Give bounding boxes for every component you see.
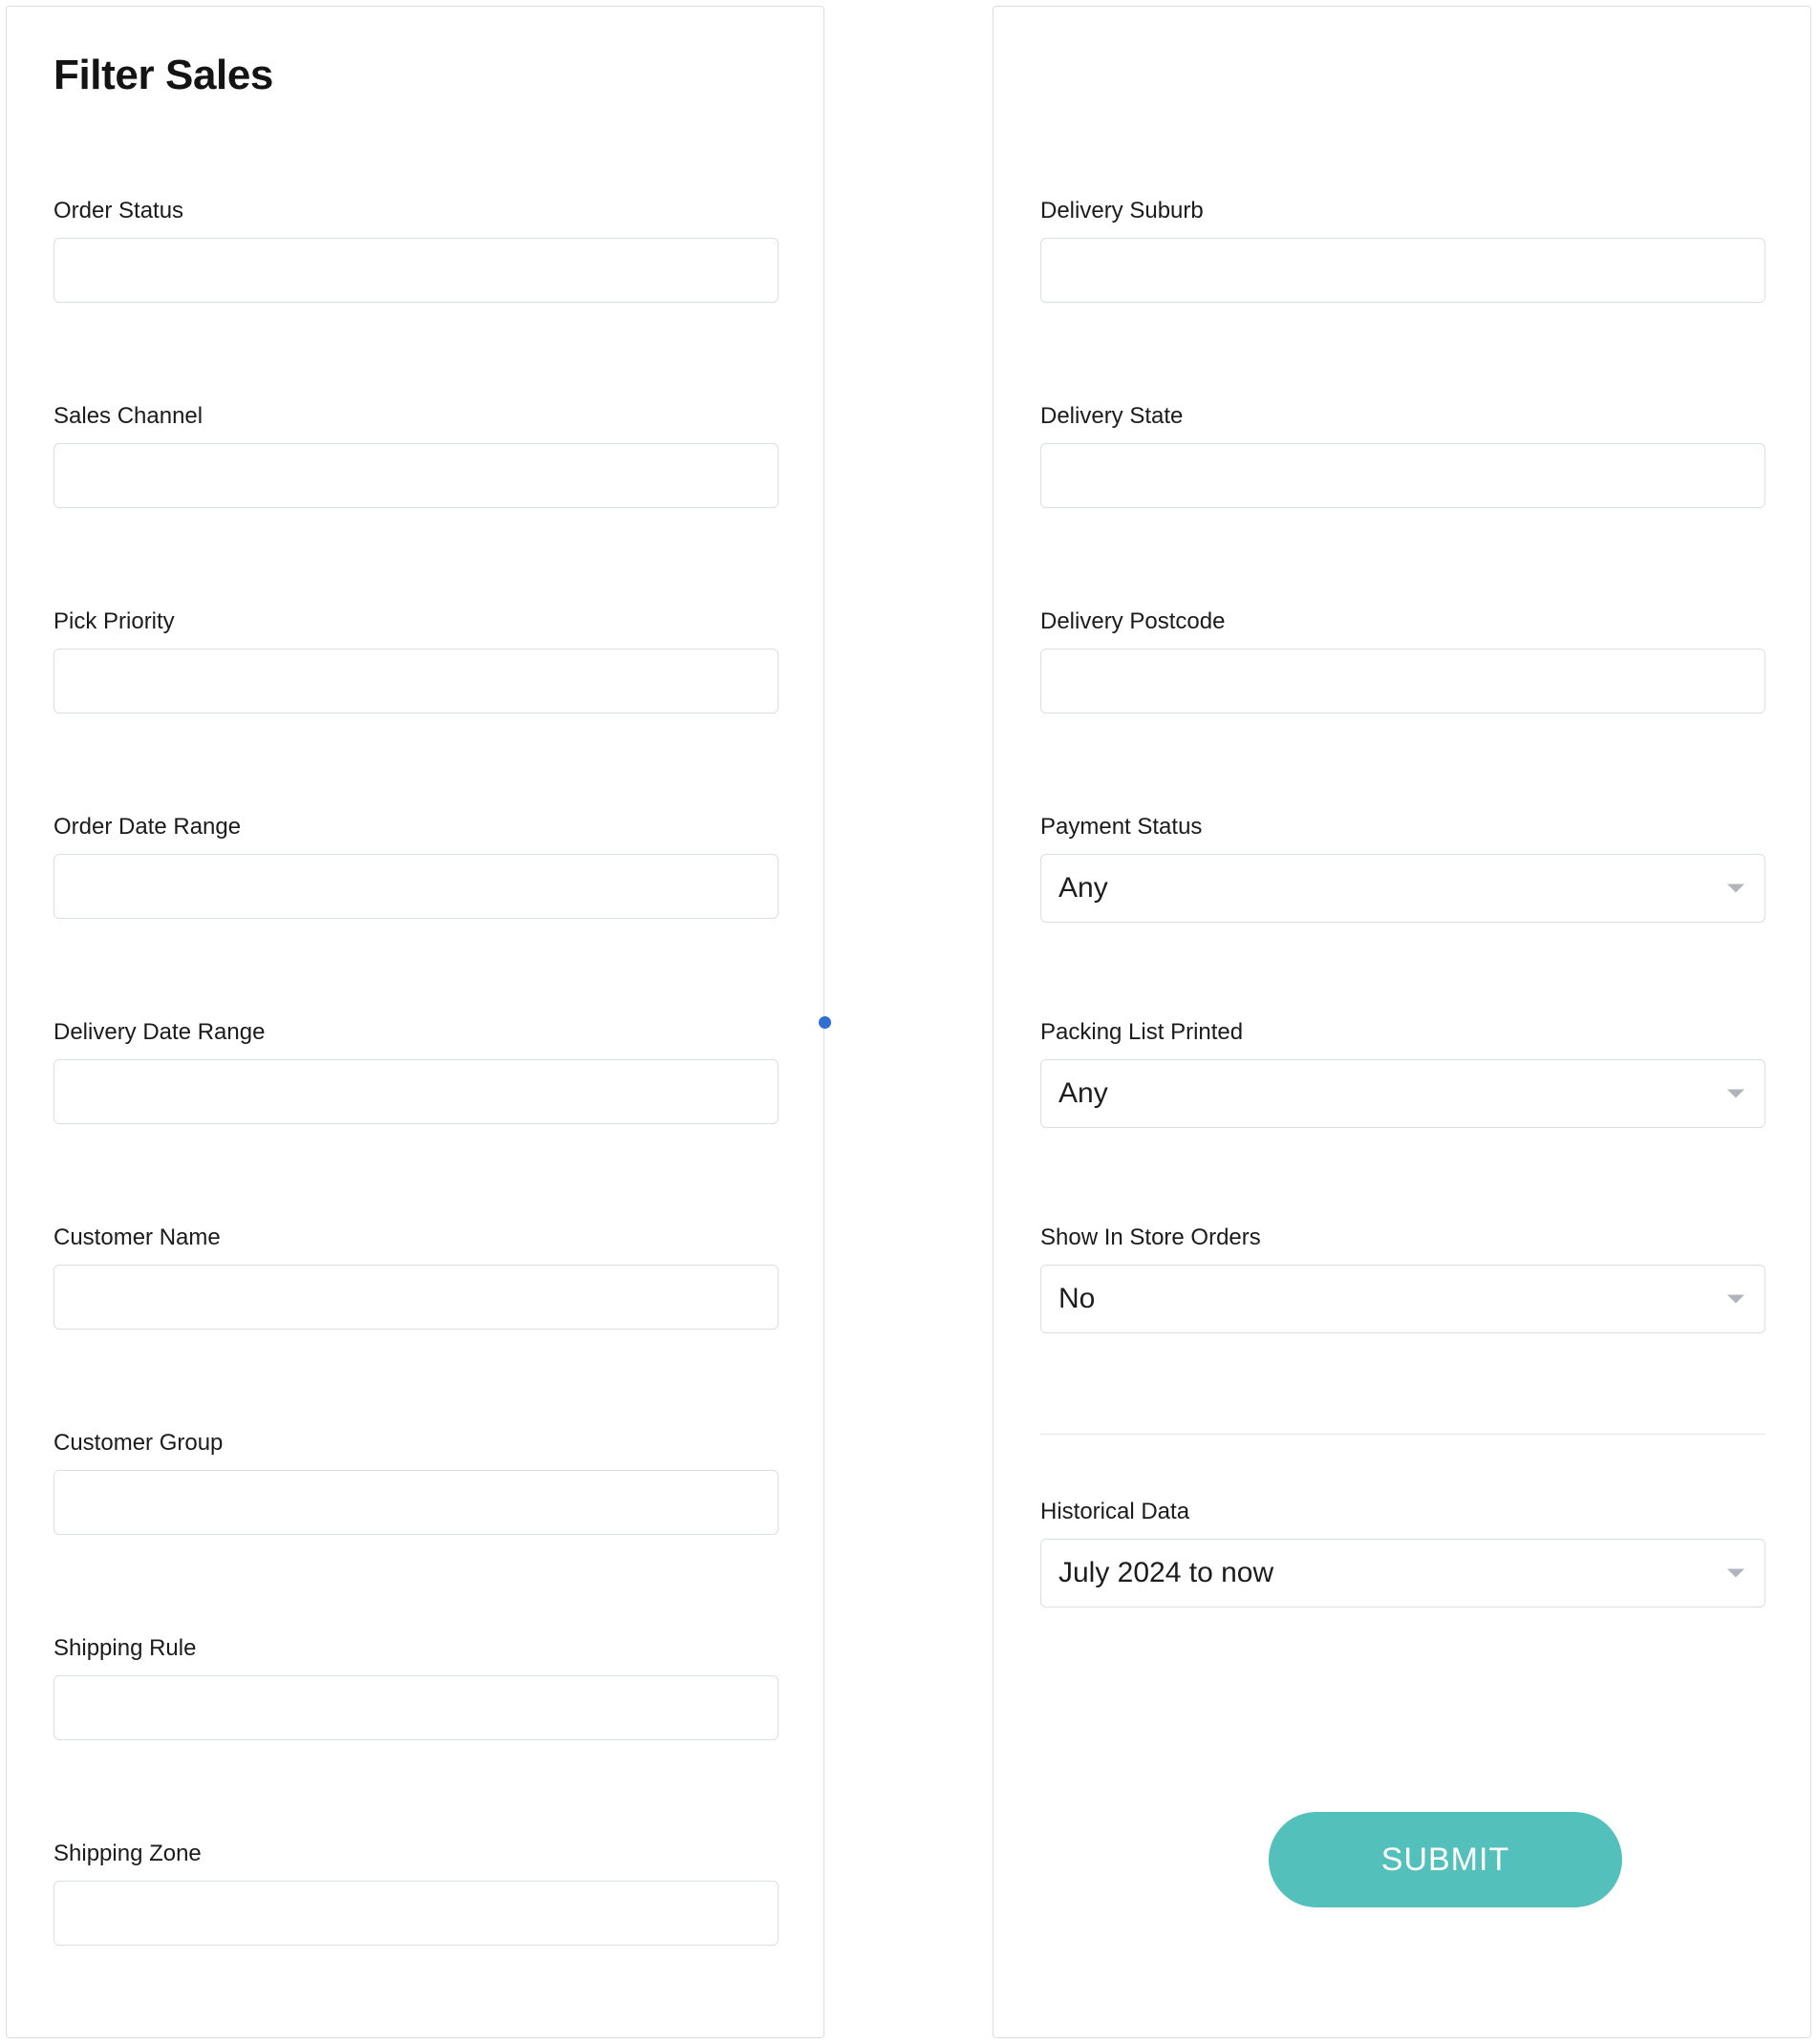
field-pick-priority xyxy=(53,608,779,713)
label-show-in-store-orders: Show In Store Orders xyxy=(1040,1224,1261,1250)
chevron-down-icon xyxy=(1727,1089,1744,1097)
right-filter-panel xyxy=(993,6,1811,2038)
label-order-status: Order Status xyxy=(53,198,184,224)
input-delivery-date-range[interactable] xyxy=(53,1059,779,1124)
select-show-in-store-orders-value: No xyxy=(1058,1282,1096,1314)
label-shipping-rule: Shipping Rule xyxy=(53,1635,197,1661)
chevron-down-icon xyxy=(1727,1294,1744,1303)
chevron-down-icon xyxy=(1727,884,1744,892)
right-panel-inner xyxy=(994,7,1810,2037)
field-order-date-range xyxy=(53,814,779,919)
label-sales-channel: Sales Channel xyxy=(53,403,203,429)
section-divider xyxy=(1040,1434,1765,1435)
select-show-in-store-orders[interactable] xyxy=(1040,1265,1765,1333)
label-customer-name: Customer Name xyxy=(53,1224,221,1250)
select-packing-list-printed[interactable] xyxy=(1040,1059,1765,1128)
input-order-status[interactable] xyxy=(53,238,779,303)
field-shipping-rule xyxy=(53,1635,779,1740)
input-order-date-range[interactable] xyxy=(53,854,779,919)
field-shipping-zone xyxy=(53,1841,779,1946)
input-customer-group[interactable] xyxy=(53,1470,779,1535)
label-customer-group: Customer Group xyxy=(53,1430,224,1456)
field-delivery-date-range xyxy=(53,1019,779,1124)
input-delivery-suburb[interactable] xyxy=(1040,238,1765,303)
field-show-in-store-orders xyxy=(1040,1224,1765,1333)
input-delivery-postcode[interactable] xyxy=(1040,649,1765,713)
panel-resize-handle[interactable] xyxy=(819,1016,831,1029)
label-historical-data: Historical Data xyxy=(1040,1499,1190,1524)
page-title: Filter Sales xyxy=(53,52,273,98)
field-customer-group xyxy=(53,1430,779,1535)
input-sales-channel[interactable] xyxy=(53,443,779,508)
field-delivery-state xyxy=(1040,403,1765,508)
label-packing-list-printed: Packing List Printed xyxy=(1040,1019,1244,1045)
label-delivery-postcode: Delivery Postcode xyxy=(1040,608,1226,634)
field-customer-name xyxy=(53,1224,779,1330)
field-historical-data xyxy=(1040,1499,1765,1608)
input-shipping-zone[interactable] xyxy=(53,1881,779,1946)
select-historical-data-value: July 2024 to now xyxy=(1058,1556,1274,1588)
submit-button[interactable]: SUBMIT xyxy=(1269,1812,1622,1907)
field-payment-status xyxy=(1040,814,1765,923)
left-panel-inner xyxy=(7,7,823,2037)
select-payment-status-value: Any xyxy=(1058,871,1108,904)
label-delivery-state: Delivery State xyxy=(1040,403,1184,429)
input-pick-priority[interactable] xyxy=(53,649,779,713)
input-shipping-rule[interactable] xyxy=(53,1675,779,1740)
label-shipping-zone: Shipping Zone xyxy=(53,1841,202,1866)
field-delivery-suburb xyxy=(1040,198,1765,303)
label-payment-status: Payment Status xyxy=(1040,814,1203,840)
left-filter-panel xyxy=(6,6,824,2038)
input-delivery-state[interactable] xyxy=(1040,443,1765,508)
select-packing-list-printed-value: Any xyxy=(1058,1076,1108,1109)
label-delivery-suburb: Delivery Suburb xyxy=(1040,198,1204,224)
field-sales-channel xyxy=(53,403,779,508)
input-customer-name[interactable] xyxy=(53,1265,779,1330)
label-pick-priority: Pick Priority xyxy=(53,608,175,634)
field-packing-list-printed xyxy=(1040,1019,1765,1128)
label-delivery-date-range: Delivery Date Range xyxy=(53,1019,266,1045)
field-order-status xyxy=(53,198,779,303)
label-order-date-range: Order Date Range xyxy=(53,814,242,840)
select-payment-status[interactable] xyxy=(1040,854,1765,923)
chevron-down-icon xyxy=(1727,1568,1744,1577)
select-historical-data[interactable] xyxy=(1040,1539,1765,1608)
field-delivery-postcode xyxy=(1040,608,1765,713)
